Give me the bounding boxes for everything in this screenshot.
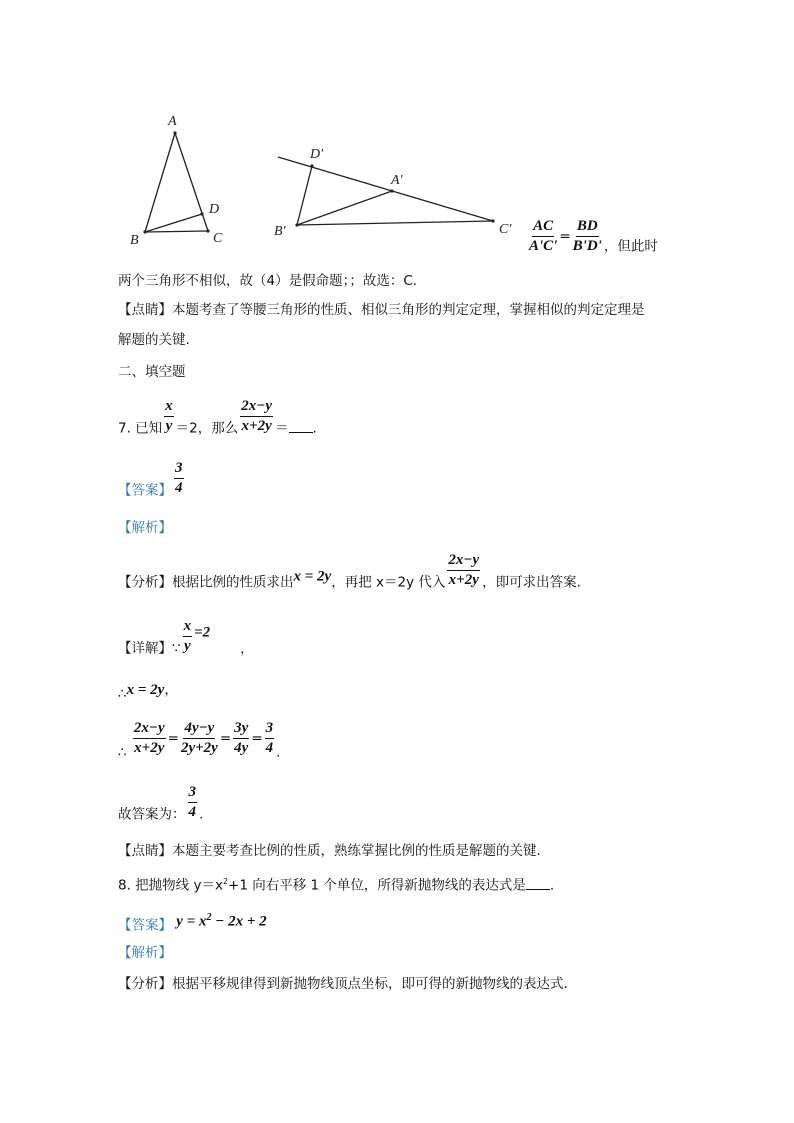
edge-ba2 (297, 191, 392, 225)
p6-comment-cont: 解题的关键. (118, 332, 190, 348)
label-b-prime: B' (274, 224, 286, 239)
edge-ab (145, 133, 175, 232)
q7-final: 故答案为： $\frac{3}{4}$ . (118, 784, 204, 823)
ratio-expression: $\frac{AC}{A'C'}$ = $\frac{BD}{B'D'}$ ，但此时 (529, 218, 658, 255)
label-d-prime: D' (310, 147, 324, 162)
triangle-figure (0, 0, 794, 270)
q7-step2: ∴x = 2y， (118, 682, 178, 702)
p6-comment: 【点睛】本题考查了等腰三角形的性质、相似三角形的判定定理，掌握相似的判定定理是 (118, 302, 645, 318)
q8-analysis-label: 【解析】 (118, 945, 172, 961)
label-a-prime: A' (391, 173, 403, 188)
edge-ac (175, 133, 208, 231)
q8-answer: 【答案】 $y = x^2 - 2x + 2$ (118, 912, 267, 934)
answer-blank (289, 420, 313, 433)
q7-fenxi: 【分析】根据比例的性质求出x = 2y，再把 x＝2y 代入 $\frac{2x-y}{x+2y}$ ，即可求出答案. (118, 552, 581, 591)
label-c: C (213, 231, 223, 246)
label-c-prime: C' (499, 222, 512, 237)
line-dc (278, 157, 493, 221)
q8-question: 8. 把抛物线 $y=x^2+1$ 向右平移 1 个单位，所得新抛物线的表达式是 . (118, 877, 555, 894)
q7-analysis-label: 【解析】 (118, 520, 172, 536)
q7-answer: 【答案】 $\frac{3}{4}$ (118, 460, 183, 499)
q7-comment: 【点睛】本题主要考查比例的性质，熟练掌握比例的性质是解题的关键. (118, 843, 541, 859)
section-title: 二、填空题 (118, 364, 186, 380)
edge-bd2 (297, 166, 312, 225)
q7-detail: 【详解】∵ $\frac{x}{y}$ =2， (118, 618, 254, 657)
label-b: B (130, 233, 139, 248)
edge-bd (145, 214, 202, 232)
q7-question: 7. 已知 $\frac{x}{y}$ ＝2，那么 $\frac{2x-y}{x+2y}$ ＝ . (118, 398, 317, 437)
edge-bc (145, 231, 208, 232)
label-d: D (209, 202, 220, 217)
edge-bc2 (297, 221, 493, 225)
q7-chain: ∴ $\frac{2x-y}{x+2y}$ = $\frac{4y-y}{2y+2y}$ = $\frac{3y}{4y}$ = $\frac{3}{4}$ . (118, 720, 281, 761)
answer-blank (526, 877, 550, 890)
label-a: A (168, 114, 177, 129)
q8-fenxi: 【分析】根据平移规律得到新抛物线顶点坐标，即可得的新抛物线的表达式. (118, 976, 568, 992)
p6-conclusion: 两个三角形不相似，故（4）是假命题；；故选：C. (118, 273, 418, 289)
